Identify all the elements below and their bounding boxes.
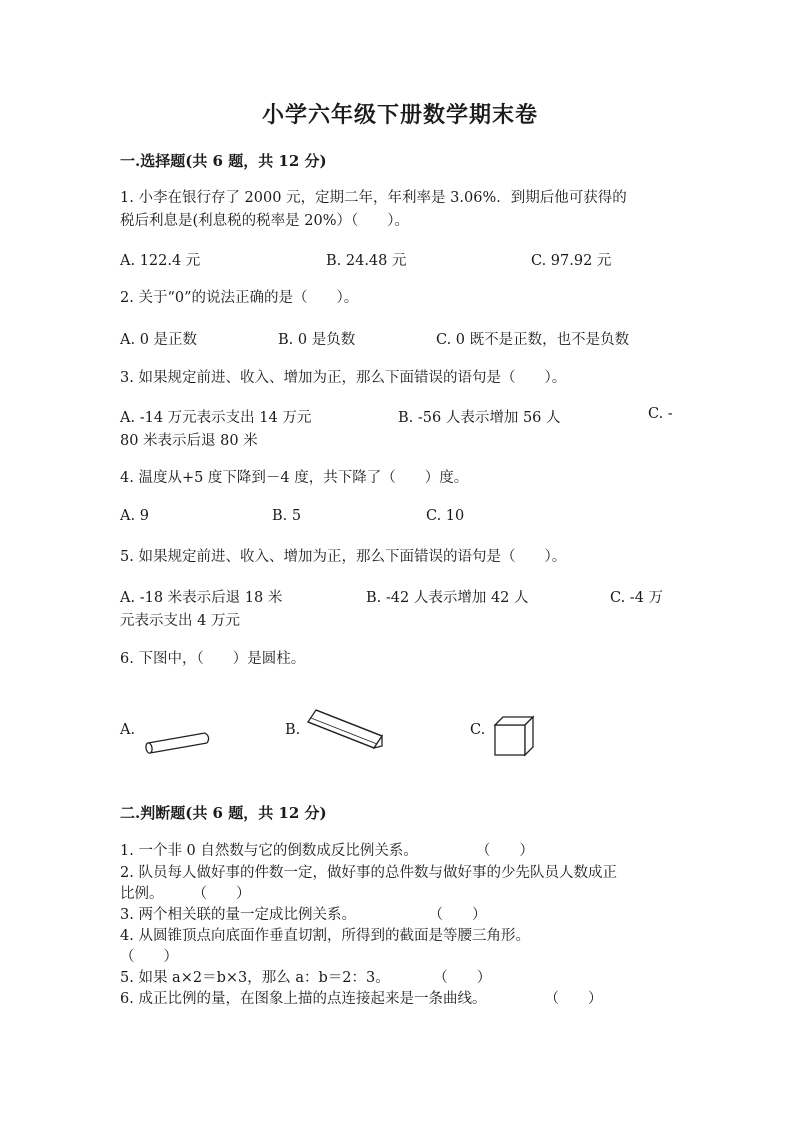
question-4: 4. 温度从+5 度下降到－4 度，共下降了（ ）度。 [120, 470, 469, 486]
option-c[interactable]: C. [470, 722, 486, 738]
question-1 [120, 187, 680, 233]
judgment-item-4-continued: （ ） [120, 949, 178, 965]
option-c[interactable]: C. -4 万 [610, 590, 664, 606]
question-1-options [120, 249, 680, 273]
page-title: 小学六年级下册数学期末卷 [261, 102, 538, 128]
question-6: 6. 下图中，（ ）是圆柱。 [120, 651, 306, 667]
option-a[interactable]: A. 122.4 元 [120, 253, 201, 269]
judgment-item-2-continued: 比例。 （ ） [120, 886, 251, 902]
question-1-line1: 1. 小李在银行存了 2000 元，定期二年，年利率是 3.06%．到期后他可获得的 [120, 190, 627, 206]
option-c[interactable]: C. 10 [426, 508, 465, 524]
question-1-line2: 税后利息是(利息税的税率是 20%）（ ）。 [120, 213, 409, 229]
option-a[interactable]: A. [120, 722, 136, 738]
judgment-item-3: 3. 两个相关联的量一定成比例关系。 （ ） [120, 907, 487, 923]
judgment-item-5: 5. 如果 a×2＝b×3，那么 a：b＝2：3。 （ ） [120, 970, 492, 986]
option-b[interactable]: B. 24.48 元 [326, 253, 407, 269]
option-b[interactable]: B. 5 [272, 508, 302, 524]
judgment-item-2: 2. 队员每人做好事的件数一定，做好事的总件数与做好事的少先队员人数成正 [120, 865, 617, 881]
question-3-option-c-wrap [120, 429, 680, 453]
judgment-item-6: 6. 成正比例的量，在图象上描的点连接起来是一条曲线。 （ ） [120, 991, 603, 1007]
option-a[interactable]: A. -14 万元表示支出 14 万元 [120, 410, 312, 426]
option-a[interactable]: A. -18 米表示后退 18 米 [120, 590, 283, 606]
option-b[interactable]: B. -56 人表示增加 56 人 [398, 410, 561, 426]
option-a[interactable]: A. 9 [120, 508, 149, 524]
judgment-item-4: 4. 从圆锥顶点向底面作垂直切割，所得到的截面是等腰三角形。 [120, 928, 530, 944]
section-heading-judgment: 二.判断题(共 6 题，共 12 分) [120, 804, 327, 822]
question-5-options [120, 586, 680, 610]
question-5-option-c-wrap [120, 609, 680, 633]
question-2: 2. 关于“0”的说法正确的是（ ）。 [120, 290, 359, 306]
option-c[interactable]: C. - [648, 406, 673, 422]
option-b[interactable]: B. [285, 722, 301, 738]
option-a[interactable]: A. 0 是正数 [120, 332, 198, 348]
option-b[interactable]: B. 0 是负数 [278, 332, 356, 348]
option-c-continued: 元表示支出 4 万元 [120, 613, 240, 629]
question-5: 5. 如果规定前进、收入、增加为正，那么下面错误的语句是（ ）。 [120, 549, 567, 565]
triangular-prism-figure [302, 706, 386, 756]
question-3-options [120, 406, 680, 430]
question-2-options [120, 328, 680, 352]
judgment-item-1: 1. 一个非 0 自然数与它的倒数成反比例关系。 （ ） [120, 843, 534, 859]
section-heading-choice: 一.选择题(共 6 题，共 12 分) [120, 152, 327, 170]
option-b[interactable]: B. -42 人表示增加 42 人 [366, 590, 529, 606]
option-c-continued: 80 米表示后退 80 米 [120, 433, 258, 449]
cylinder-figure [140, 728, 216, 758]
question-4-options [120, 508, 680, 532]
option-c[interactable]: C. 0 既不是正数，也不是负数 [436, 332, 630, 348]
option-c[interactable]: C. 97.92 元 [531, 253, 612, 269]
cube-figure [492, 714, 536, 758]
question-3: 3. 如果规定前进、收入、增加为正，那么下面错误的语句是（ ）。 [120, 370, 567, 386]
